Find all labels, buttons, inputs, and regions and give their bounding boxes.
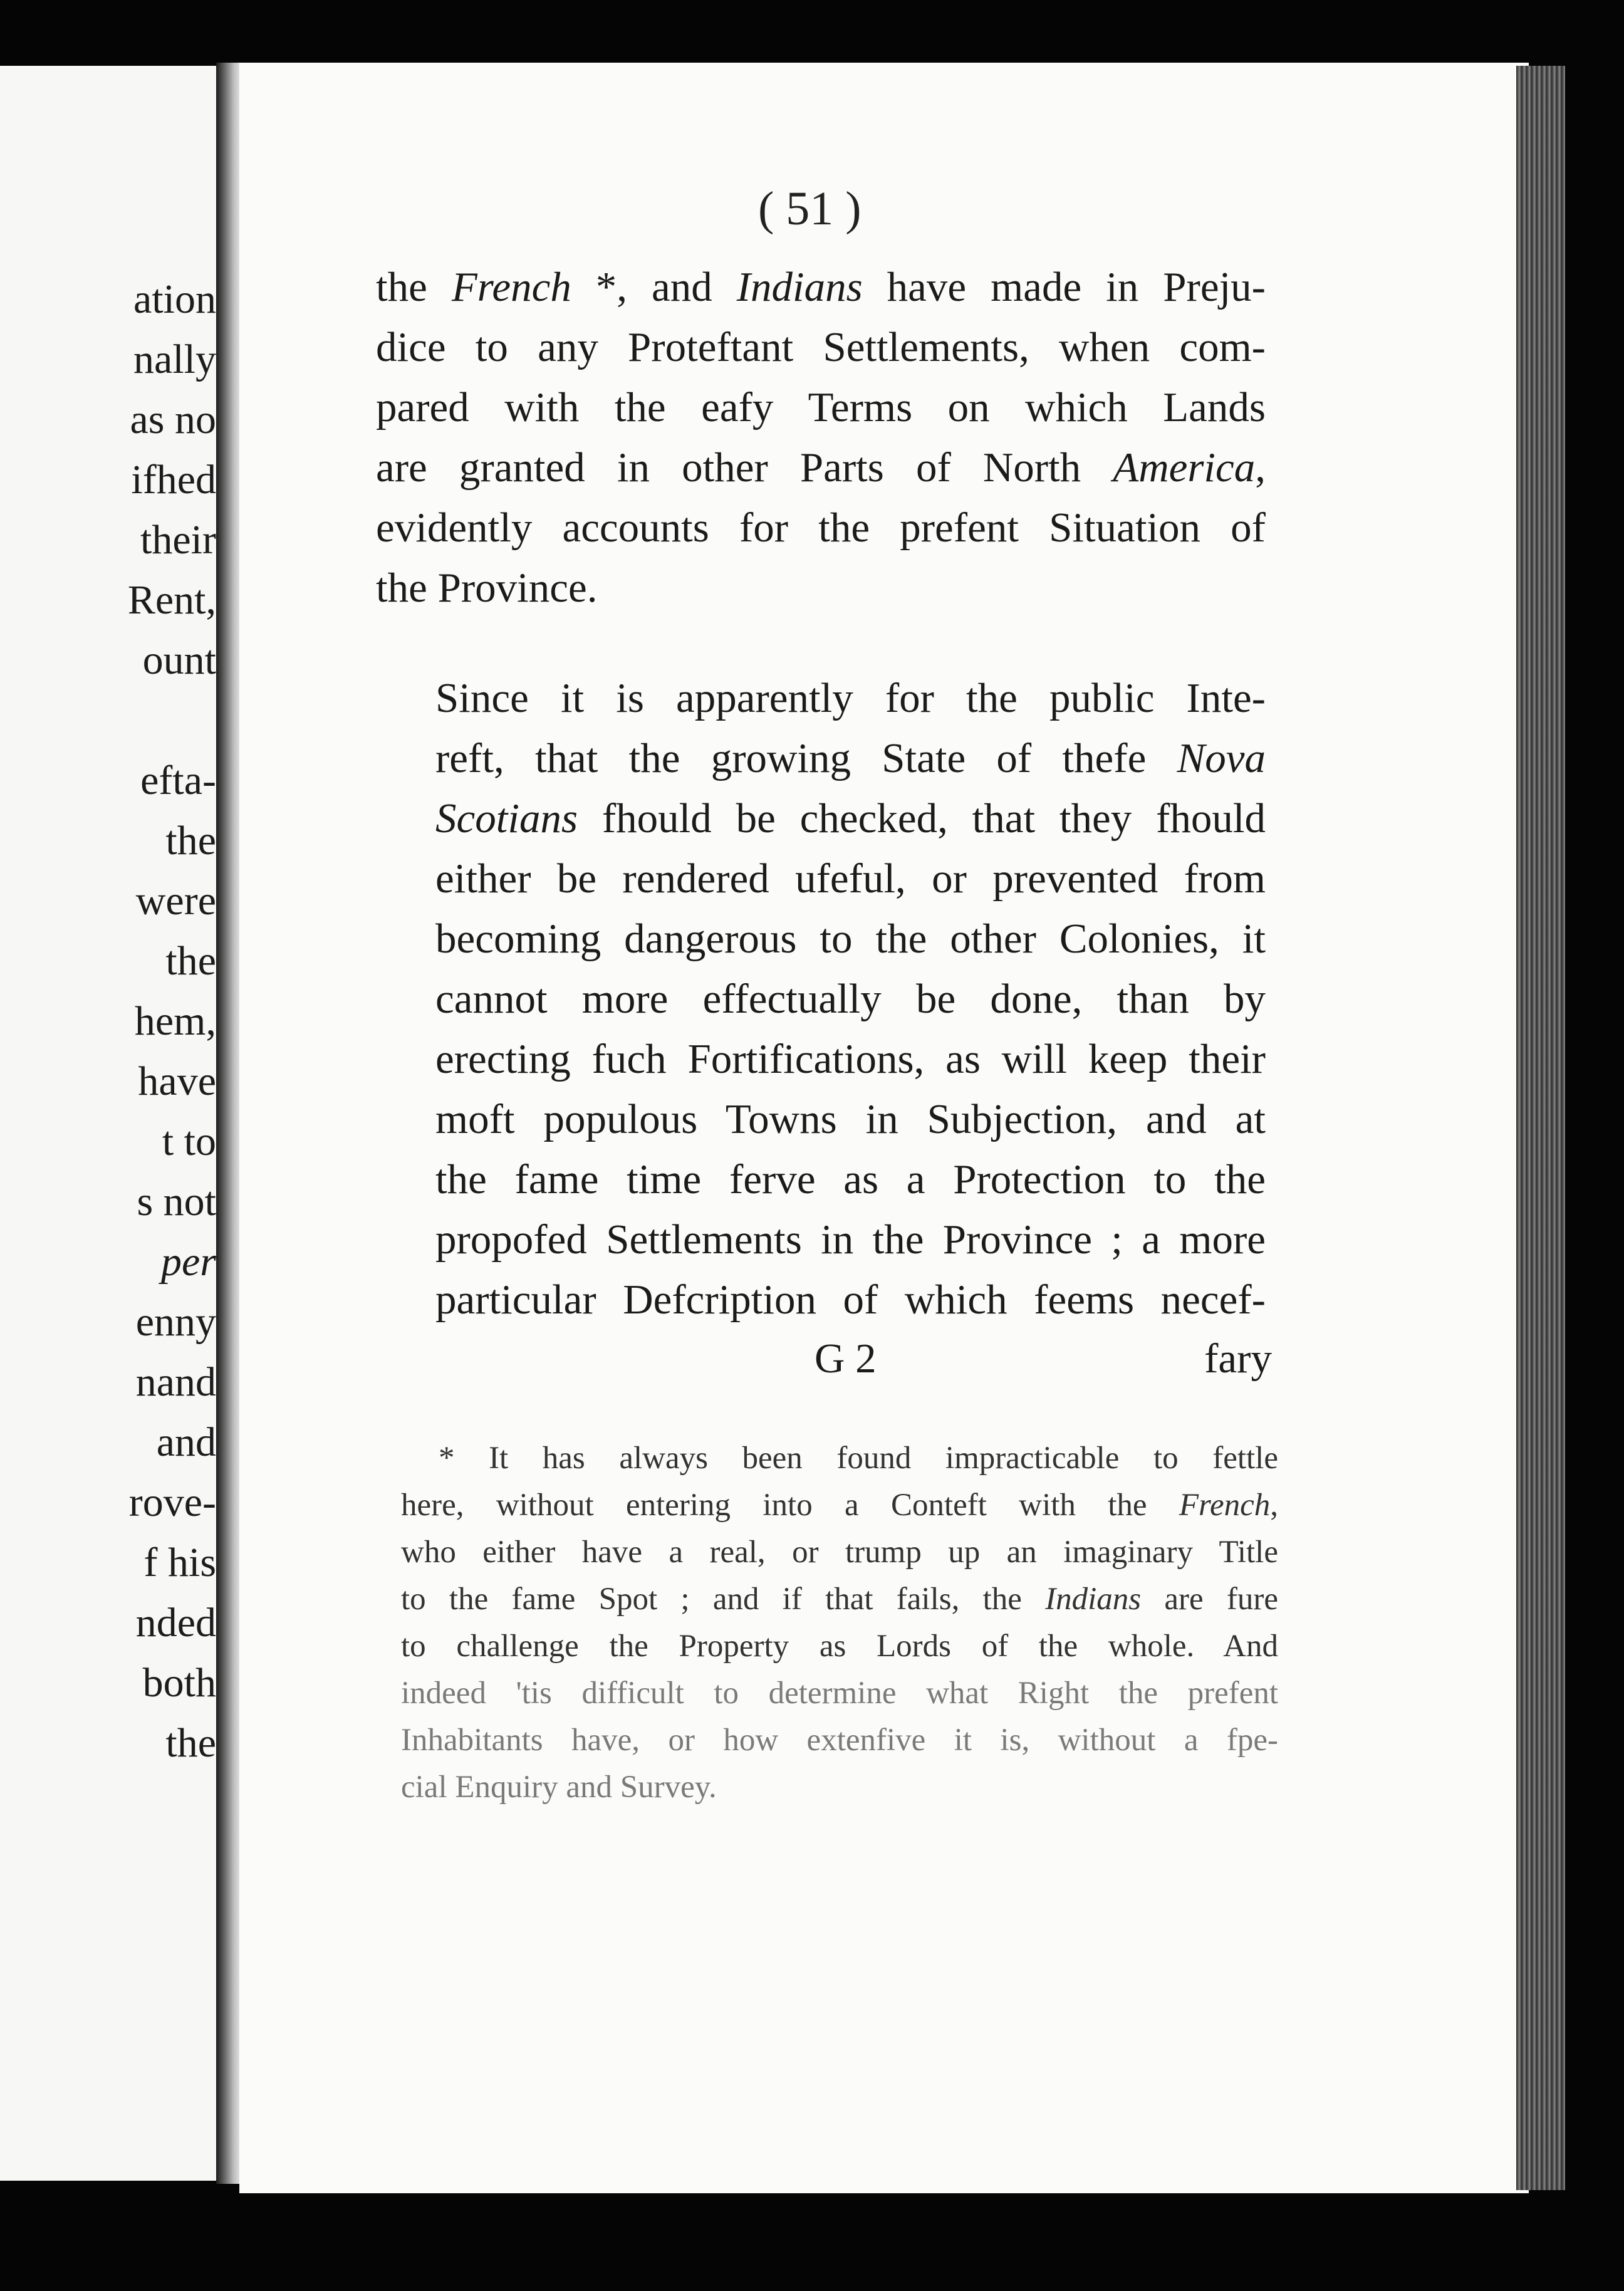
left-page-line: both — [142, 1660, 216, 1706]
signature-mark: G 2 — [815, 1335, 877, 1382]
text-line: the fame time ferve as a Protection to the — [435, 1156, 1266, 1203]
page-number: ( 51 ) — [758, 182, 861, 235]
footnote — [401, 1435, 1278, 1811]
text-line: propofed Settlements in the Province ; a more — [435, 1216, 1266, 1263]
left-page-line: ifhed — [131, 457, 216, 503]
left-page-line: per — [161, 1239, 216, 1285]
left-page-line: nand — [135, 1359, 216, 1405]
footnote-line — [401, 1482, 1278, 1529]
left-page-line: s not — [137, 1179, 216, 1224]
left-page-line: and — [156, 1419, 216, 1465]
footnote-line: cial Enquiry and Survey. — [401, 1770, 717, 1805]
left-page-line: their — [140, 517, 216, 563]
text-span: the — [376, 264, 452, 310]
book-gutter — [216, 63, 241, 2184]
left-page-line: nded — [135, 1600, 216, 1646]
left-page-line: ount — [142, 637, 216, 683]
text-line: evidently accounts for the prefent Situation of — [376, 504, 1266, 551]
left-page-line: were — [135, 878, 216, 924]
left-page-line: the — [165, 1720, 216, 1766]
text-line — [376, 257, 1266, 317]
left-page-text-fragments — [0, 66, 216, 2181]
left-page-line: ation — [133, 276, 216, 322]
text-line: Since it is apparently for the public Inte- — [435, 675, 1266, 721]
left-page-line: enny — [135, 1299, 216, 1345]
footnote-line: indeed 'tis difficult to determine what Right the prefent — [401, 1676, 1278, 1711]
italic-span: Scotians — [435, 795, 578, 842]
italic-span: America — [1113, 444, 1256, 491]
left-page-line: t to — [162, 1119, 216, 1164]
text-span: fhould be checked, that they fhould — [578, 795, 1266, 842]
left-page-line: efta- — [140, 758, 216, 803]
italic-span: Indians — [1045, 1582, 1142, 1617]
text-span: are fure — [1141, 1582, 1278, 1617]
left-facing-page — [0, 66, 216, 2181]
italic-span: French — [1179, 1488, 1271, 1523]
left-page-line: the — [165, 818, 216, 864]
left-page-line: the — [165, 938, 216, 984]
footnote-line: * It has always been found impracticable to fettle — [439, 1441, 1278, 1476]
footnote-line — [401, 1576, 1278, 1623]
text-span: , — [1255, 444, 1266, 491]
text-span: are granted in other Parts of North — [376, 444, 1113, 491]
italic-span: French — [451, 264, 571, 310]
catchword: fary — [1204, 1335, 1272, 1382]
footnote-line: who either have a real, or trump up an imaginary Title — [401, 1535, 1278, 1570]
text-line — [376, 437, 1266, 498]
text-span: to the fame Spot ; and if that fails, the — [401, 1582, 1046, 1617]
left-page-line: as no — [130, 397, 216, 442]
italic-span: Indians — [736, 264, 863, 310]
left-page-line: f his — [143, 1540, 216, 1585]
text-line — [376, 788, 1266, 848]
left-page-line: Rent, — [127, 577, 216, 623]
text-line: erecting fuch Fortifications, as will keep their — [435, 1036, 1266, 1082]
paragraph-1 — [376, 257, 1266, 618]
text-line: cannot more effectually be done, than by — [435, 976, 1266, 1022]
text-line: becoming dangerous to the other Colonies, it — [435, 916, 1266, 962]
body-text — [376, 257, 1266, 1330]
text-line: either be rendered ufeful, or prevented from — [435, 855, 1266, 902]
text-span: *, and — [571, 264, 737, 310]
text-span: here, without entering into a Conteft with the — [401, 1488, 1179, 1523]
text-line: pared with the eafy Terms on which Lands — [376, 384, 1266, 431]
text-span: , — [1270, 1488, 1278, 1523]
text-line — [376, 728, 1266, 788]
italic-span: Nova — [1177, 735, 1266, 781]
footnote-line: to challenge the Property as Lords of the whole. And — [401, 1629, 1278, 1664]
left-page-line: hem, — [134, 998, 216, 1044]
footnote-line: Inhabitants have, or how extenfive it is, without a fpe- — [401, 1723, 1278, 1758]
text-line: dice to any Proteftant Settlements, when com- — [376, 324, 1266, 370]
left-page-line: rove- — [128, 1479, 216, 1525]
page-edges — [1516, 66, 1565, 2190]
left-page-line: nally — [133, 337, 216, 382]
text-line: moft populous Towns in Subjection, and at — [435, 1096, 1266, 1142]
left-page-line: have — [138, 1058, 216, 1104]
text-span: reft, that the growing State of thefe — [435, 735, 1177, 781]
text-span: have made in Preju- — [862, 264, 1266, 310]
text-line: particular Defcription of which feems necef- — [435, 1276, 1266, 1323]
text-line: the Province. — [376, 565, 598, 611]
paragraph-2 — [376, 668, 1266, 1330]
